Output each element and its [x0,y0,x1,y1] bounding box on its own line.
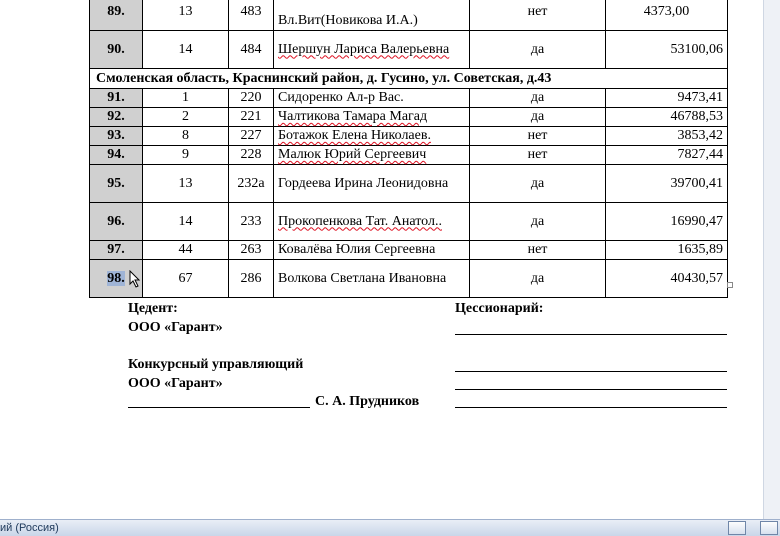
table-resize-handle[interactable] [727,282,733,288]
row-qty: 14 [143,203,229,241]
row-name: Прокопенкова Тат. Анатол.. [274,203,470,241]
table-row [90,146,728,165]
row-flag: да [470,203,606,241]
row-number: 92. [90,108,143,127]
row-number: 95. [90,165,143,203]
row-flag: нет [470,146,606,165]
row-name: Малюк Юрий Сергеевич [274,146,470,165]
row-number: 96. [90,203,143,241]
vertical-scrollbar[interactable] [763,0,780,519]
table-row [90,241,728,260]
row-name: Шершун Лариса Валерьевна [274,31,470,69]
row-flag: нет [470,0,606,31]
row-qty: 8 [143,127,229,146]
cessionary-line [455,334,727,335]
row-qty: 14 [143,31,229,69]
row-number: 97. [90,241,143,260]
row-flag: нет [470,241,606,260]
row-name: Ботажок Елена Николаев. [274,127,470,146]
row-qty: 1 [143,89,229,108]
row-number: 94. [90,146,143,165]
row-flag: да [470,31,606,69]
row-name: Чалтикова Тамара Магад [274,108,470,127]
row-amount: 7827,44 [606,146,728,165]
cessionary-line [455,371,727,372]
row-room: 483 [229,0,274,31]
row-amount: 4373,00 [606,0,728,31]
row-qty: 13 [143,165,229,203]
section-title: Смоленская область, Краснинский район, д. Гусино, ул. Советская, д.43 [90,69,728,89]
table-row [90,108,728,127]
row-qty: 13 [143,0,229,31]
row-amount: 40430,57 [606,260,728,298]
row-amount: 53100,06 [606,31,728,69]
row-number: 93. [90,127,143,146]
row-amount: 46788,53 [606,108,728,127]
manager-title: Конкурсный управляющий [128,357,304,372]
row-room: 221 [229,108,274,127]
manager-signature-line [128,407,310,408]
status-bar [0,519,780,536]
row-number: 89. [90,0,143,31]
table-row [90,165,728,203]
row-name: Волкова Светлана Ивановна [274,260,470,298]
table-row [90,127,728,146]
row-room: 233 [229,203,274,241]
row-name: Гордеева Ирина Леонидовна [274,165,470,203]
table-row [90,0,728,31]
manager-org: ООО «Гарант» [128,376,223,391]
row-room: 232а [229,165,274,203]
row-room: 484 [229,31,274,69]
cessionary-label: Цессионарий: [455,301,544,316]
manager-name: С. А. Прудников [315,394,420,409]
row-name: Вл.Вит(Новикова И.А.) [274,0,470,31]
table-row [90,203,728,241]
section-header-row [90,69,728,89]
row-room: 220 [229,89,274,108]
row-amount: 9473,41 [606,89,728,108]
row-amount: 3853,42 [606,127,728,146]
row-name: Сидоренко Ал-р Вас. [274,89,470,108]
row-number: 91. [90,89,143,108]
row-qty: 67 [143,260,229,298]
language-indicator[interactable]: ий (Россия) [0,522,59,534]
row-qty: 44 [143,241,229,260]
row-number: 90. [90,31,143,69]
row-amount: 1635,89 [606,241,728,260]
row-number-selected[interactable]: 98. [90,260,143,298]
row-qty: 9 [143,146,229,165]
table-row [90,31,728,69]
row-flag: да [470,165,606,203]
cedent-label: Цедент: [128,301,178,316]
cessionary-line [455,389,727,390]
row-room: 228 [229,146,274,165]
row-amount: 16990,47 [606,203,728,241]
creditors-table [89,0,728,298]
row-flag: да [470,89,606,108]
cessionary-line [455,407,727,408]
row-room: 227 [229,127,274,146]
row-amount: 39700,41 [606,165,728,203]
row-room: 263 [229,241,274,260]
row-flag: нет [470,127,606,146]
row-name: Ковалёва Юлия Сергеевна [274,241,470,260]
row-room: 286 [229,260,274,298]
row-qty: 2 [143,108,229,127]
view-mode-button[interactable] [728,521,746,535]
table-row [90,260,728,298]
cedent-org: ООО «Гарант» [128,320,223,335]
table-row [90,89,728,108]
zoom-button[interactable] [760,521,778,535]
mouse-cursor-icon [129,270,141,288]
row-flag: да [470,260,606,298]
row-flag: да [470,108,606,127]
